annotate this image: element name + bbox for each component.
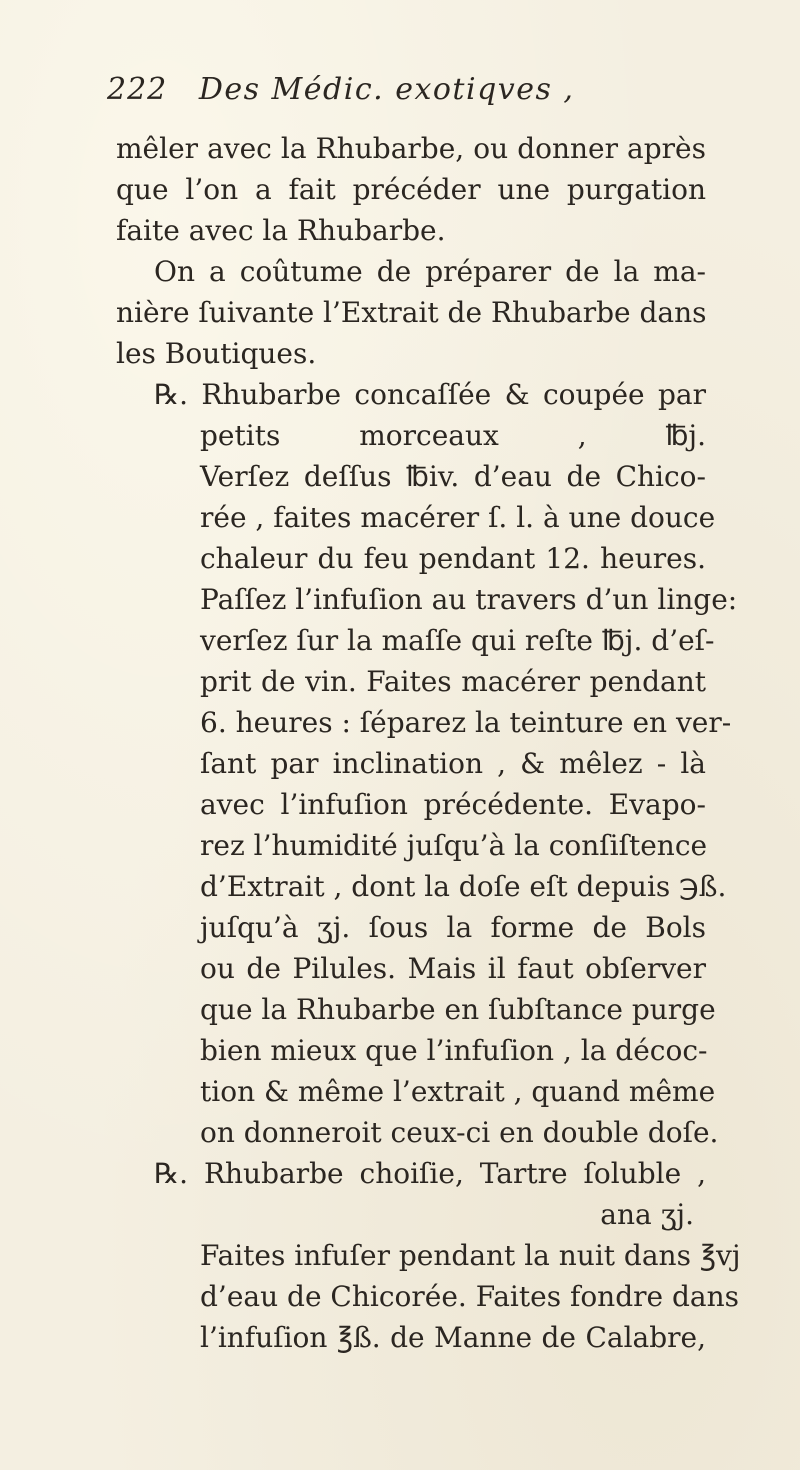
running-head <box>107 72 667 116</box>
recipe-line: ℞. Rhubarbe choiſie, Tartre ſoluble , <box>154 1157 706 1190</box>
recipe-line: d’eau de Chicorée. Faites fondre dans <box>200 1280 740 1313</box>
page-number: 222 <box>107 72 168 107</box>
body-text <box>116 128 741 1358</box>
text-line: nière ſuivante l’Extrait de Rhubarbe dans <box>116 296 707 329</box>
text-line: que l’on a fait précéder une purgation <box>116 173 706 206</box>
recipe-line: rez l’humidité juſqu’à la conſiſtence <box>200 829 708 862</box>
recipe-line: Faites infuſer pendant la nuit dans ℥vj <box>200 1239 741 1272</box>
recipe-line: tion & même l’extrait , quand même <box>200 1075 716 1108</box>
recipe-line: chaleur du feu pendant 12. heures. <box>200 542 706 575</box>
recipe-line: rée , faites macérer ſ. l. à une douce <box>200 501 716 534</box>
recipe-line: 6. heures : ſéparez la teinture en ver- <box>200 706 732 739</box>
running-title: Des Médic. exotiqves , <box>198 72 575 107</box>
recipe-line: ℞. Rhubarbe concaſſée & coupée par <box>154 378 706 411</box>
recipe-line: Paſſez l’infuſion au travers d’un linge: <box>200 583 738 616</box>
recipe-line: bien mieux que l’infuſion , la décoc- <box>200 1034 708 1067</box>
recipe-line: avec l’infuſion précédente. Evapo- <box>200 788 706 821</box>
recipe-line: d’Extrait , dont la doſe eſt depuis ℈ß. <box>200 870 727 903</box>
text-line: On a coûtume de préparer de la ma- <box>154 255 706 288</box>
text-line: faite avec la Rhubarbe. <box>116 214 446 247</box>
recipe-line: verſez ſur la maſſe qui reſte ℔j. d’eſ- <box>200 624 715 657</box>
text-line: mêler avec la Rhubarbe, ou donner après <box>116 132 706 165</box>
recipe-line: ou de Pilules. Mais il faut obſerver <box>200 952 706 985</box>
text-line: les Boutiques. <box>116 337 317 370</box>
recipe-line: on donneroit ceux-ci en double doſe. <box>200 1116 719 1149</box>
recipe-line: petits morceaux , ℔j. <box>200 419 706 452</box>
recipe-line: ſant par inclination , & mêlez - là <box>200 747 706 780</box>
recipe-line: Verſez deſſus ℔iv. d’eau de Chico- <box>200 460 706 493</box>
recipe-line: l’infuſion ℥ß. de Manne de Calabre, <box>200 1321 706 1354</box>
recipe-line: juſqu’à ʒj. ſous la forme de Bols <box>200 911 706 944</box>
recipe-line: ana ʒj. <box>600 1198 694 1231</box>
recipe-line: prit de vin. Faites macérer pendant <box>200 665 706 698</box>
recipe-line: que la Rhubarbe en ſubſtance purge <box>200 993 716 1026</box>
